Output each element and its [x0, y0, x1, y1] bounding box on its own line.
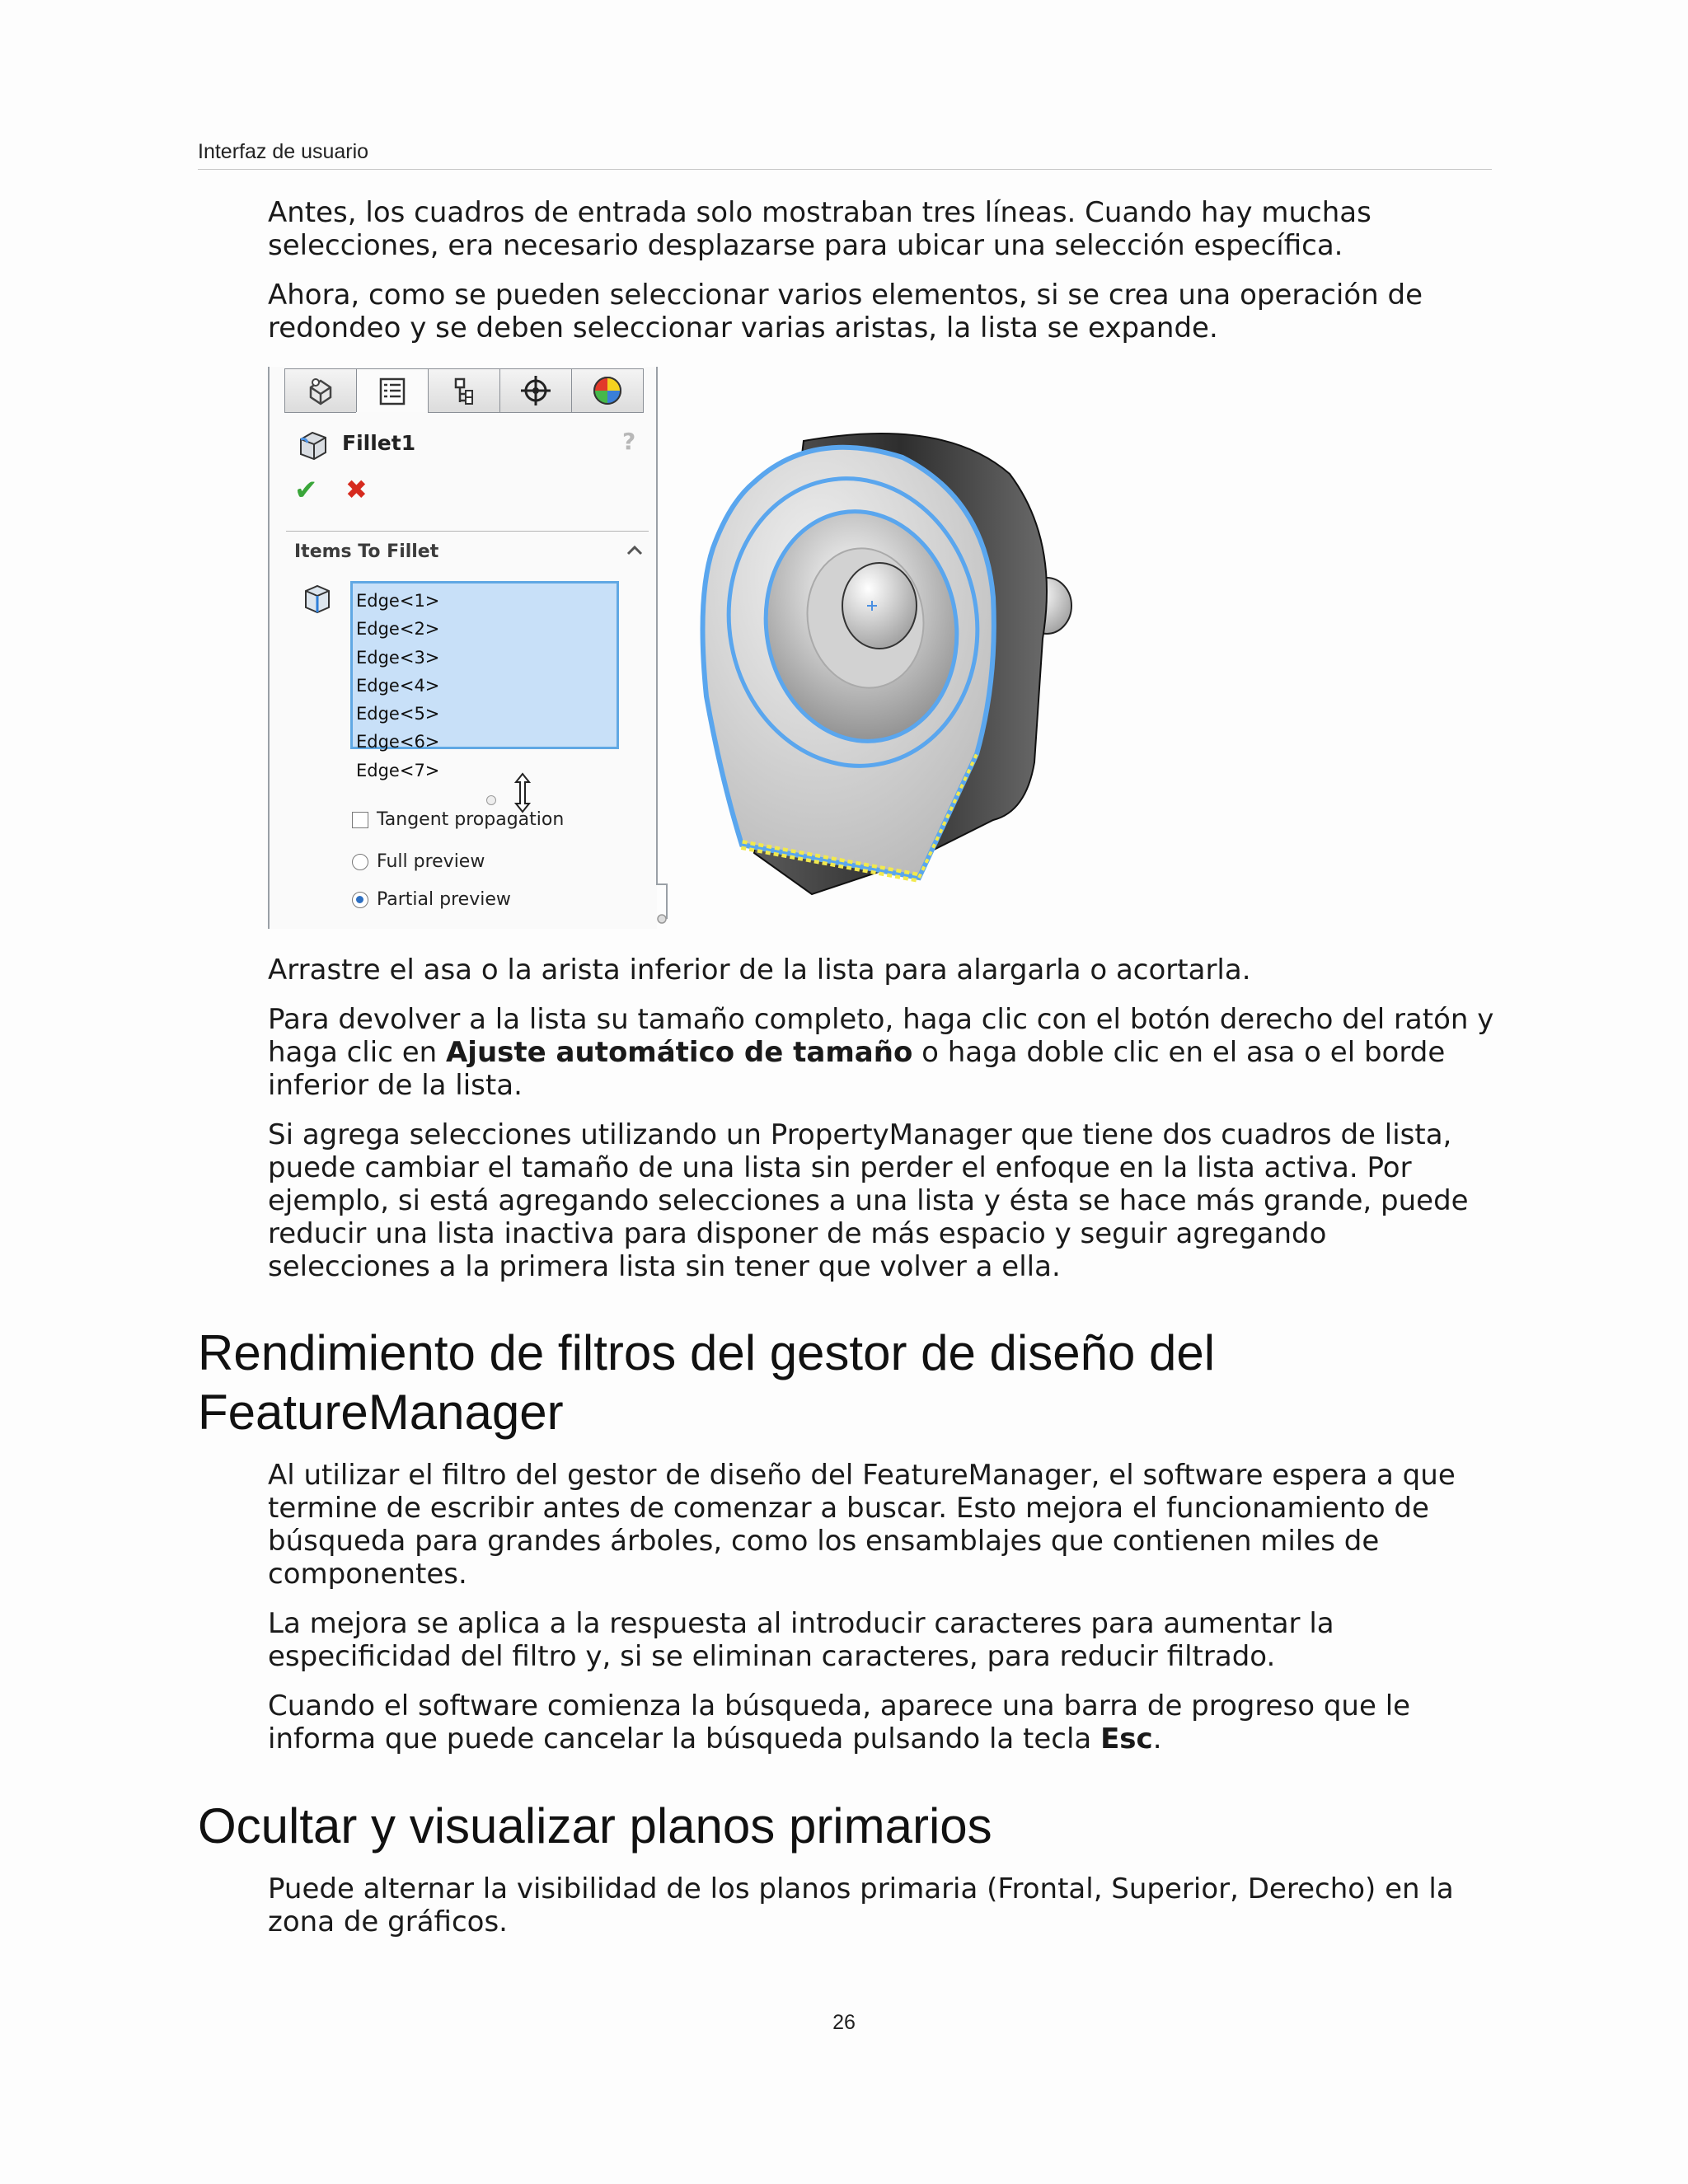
- property-manager-panel: [268, 367, 657, 929]
- list-item[interactable]: Edge<3>: [356, 647, 440, 668]
- help-button[interactable]: ?: [622, 428, 636, 455]
- feature-manager-tab-icon: [304, 374, 337, 407]
- list-item[interactable]: Edge<2>: [356, 619, 440, 640]
- autosize-paragraph: [268, 1003, 1496, 1102]
- feature-manager-tab[interactable]: [284, 368, 356, 413]
- list-resize-handle[interactable]: [486, 795, 496, 805]
- filter-paragraph-1: Al utilizar el filtro del gestor de diseño del FeatureManager, el software espera a que termine de escribir antes de comenzar a buscar. Esto mejora el funcionamiento de búsqueda para grandes árboles, como los ensamblajes que contienen miles de componentes.: [268, 1459, 1456, 1591]
- two-lists-paragraph: Si agrega selecciones utilizando un PropertyManager que tiene dos cuadros de lista, puede cambiar el tamaño de una lista sin perder el enfoque en la lista activa. Por ejemplo, si está agregando selecciones a una lista y ésta se hace más grande, puede reducir una lista inactiva para disponer de más espacio y seguir agregando selecciones a la primera lista sin tener que volver a ella.: [268, 1118, 1469, 1283]
- tangent-propagation-checkbox[interactable]: [352, 812, 368, 828]
- edge-selection-icon: [302, 583, 332, 616]
- running-header: Interfaz de usuario: [198, 140, 1492, 170]
- display-manager-tab-icon: [590, 373, 625, 408]
- filter-paragraph-3: [268, 1690, 1496, 1755]
- display-manager-tab[interactable]: [571, 368, 644, 413]
- header-divider: [286, 531, 649, 532]
- filter-paragraph-2: La mejora se aplica a la respuesta al introducir caracteres para aumentar la especificidad del filtro y, si se eliminan caracteres, para reducir filtrado.: [268, 1607, 1334, 1673]
- feature-title: Fillet1: [342, 431, 416, 455]
- fillet-part-model: [696, 433, 1092, 927]
- configuration-manager-tab-icon: [448, 374, 481, 407]
- dimxpert-manager-tab[interactable]: [499, 368, 571, 413]
- text-run: Para devolver a la lista su tamaño completo, haga clic con el botón derecho del ratón y haga clic en: [268, 1003, 1494, 1069]
- text-run: .: [1152, 1722, 1162, 1755]
- full-preview-radio[interactable]: [352, 854, 368, 870]
- tangent-propagation-label: Tangent propagation: [377, 809, 565, 830]
- dimxpert-tab-icon: [518, 373, 553, 408]
- planes-paragraph: Puede alternar la visibilidad de los planos primaria (Frontal, Superior, Derecho) en la zona de gráficos.: [268, 1872, 1454, 1938]
- list-item[interactable]: Edge<5>: [356, 704, 440, 724]
- partial-preview-option[interactable]: [352, 889, 511, 910]
- property-manager-tab[interactable]: [356, 368, 428, 412]
- list-item[interactable]: Edge<1>: [356, 591, 440, 611]
- list-item[interactable]: Edge<4>: [356, 675, 440, 696]
- page-number: 26: [832, 2011, 856, 2034]
- list-item[interactable]: Edge<6>: [356, 732, 440, 752]
- fillet-figure: [268, 367, 1092, 929]
- text-run: Cuando el software comienza la búsqueda, aparece una barra de progreso que le informa que puede cancelar la búsqueda pulsando la tecla: [268, 1690, 1411, 1755]
- intro-paragraph-2: Ahora, como se pueden seleccionar varios elementos, si se crea una operación de redondeo y se deben seleccionar varias aristas, la lista se expande.: [268, 279, 1423, 344]
- drag-paragraph: Arrastre el asa o la arista inferior de la lista para alargarla o acortarla.: [268, 954, 1251, 987]
- ok-button[interactable]: ✔: [294, 474, 318, 507]
- panel-scroll-edge: [655, 367, 668, 929]
- partial-preview-radio[interactable]: [352, 892, 368, 908]
- full-preview-option[interactable]: [352, 851, 485, 872]
- manager-tabs: [284, 368, 647, 413]
- autosize-command: Ajuste automático de tamaño: [445, 1036, 913, 1069]
- collapse-chevron-icon[interactable]: [624, 540, 645, 561]
- esc-key: Esc: [1100, 1722, 1153, 1755]
- full-preview-label: Full preview: [377, 851, 485, 872]
- fillet-feature-icon: [296, 428, 331, 462]
- property-manager-tab-icon: [376, 374, 409, 407]
- items-to-fillet-title: Items To Fillet: [294, 541, 439, 562]
- tangent-propagation-option[interactable]: [352, 809, 564, 830]
- resize-arrow-icon: [513, 772, 532, 813]
- section-heading-filter-performance: Rendimiento de filtros del gestor de diseño del FeatureManager: [198, 1325, 1216, 1440]
- list-item[interactable]: Edge<7>: [356, 760, 440, 780]
- intro-paragraph-1: Antes, los cuadros de entrada solo mostraban tres líneas. Cuando hay muchas selecciones, era necesario desplazarse para ubicar una selección específica.: [268, 196, 1372, 262]
- section-heading-primary-planes: Ocultar y visualizar planos primarios: [198, 1798, 992, 1854]
- partial-preview-label: Partial preview: [377, 889, 511, 910]
- text-run: o haga doble clic en el asa o el borde inferior de la lista.: [268, 1036, 1446, 1102]
- configuration-manager-tab[interactable]: [428, 368, 499, 413]
- cancel-button[interactable]: ✖: [345, 474, 368, 505]
- edge-selection-list[interactable]: [350, 581, 619, 780]
